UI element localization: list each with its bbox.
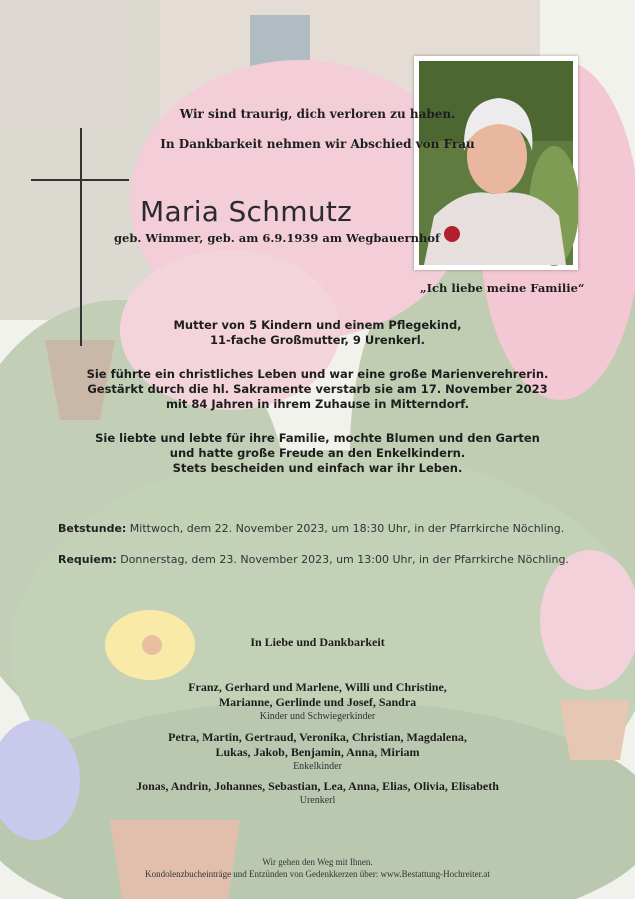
- betstunde-label: Betstunde:: [58, 522, 127, 535]
- deceased-name: Maria Schmutz: [140, 195, 353, 228]
- paragraph-line: Mutter von 5 Kindern und einem Pflegekind,: [173, 318, 462, 332]
- requiem-text: Donnerstag, dem 23. November 2023, um 13:00 Uhr, in der Pfarrkirche Nöchling.: [116, 553, 569, 566]
- paragraph-faith: [0, 367, 635, 412]
- names-line: Franz, Gerhard und Marlene, Willi und Christine,: [188, 680, 447, 694]
- birth-line: geb. Wimmer, geb. am 6.9.1939 am Wegbauernhof: [114, 231, 440, 245]
- cross-icon-horizontal: [31, 179, 129, 181]
- paragraph-line: Gestärkt durch die hl. Sakramente verstarb sie am 17. November 2023: [87, 382, 548, 396]
- footer-line-1: Wir gehen den Weg mit Ihnen.: [262, 857, 373, 867]
- cross-icon-vertical: [80, 128, 82, 346]
- grandchildren-names: [0, 730, 635, 760]
- paragraph-life: [0, 431, 635, 476]
- footer: [0, 856, 635, 880]
- footer-line-2: Kondolenzbucheinträge und Entzünden von Gedenkkerzen über: www.Bestattung-Hochreiter.at: [145, 869, 490, 879]
- children-label: Kinder und Schwiegerkinder: [259, 711, 376, 722]
- paragraph-line: 11-fache Großmutter, 9 Urenkerl.: [209, 333, 426, 347]
- great-grandchildren-names: [0, 779, 635, 794]
- great-grandchildren-label: Urenkerl: [299, 795, 336, 806]
- names-line: Petra, Martin, Gertraud, Veronika, Christian, Magdalena,: [168, 730, 467, 744]
- paragraph-line: Stets bescheiden und einfach war ihr Leben.: [172, 461, 463, 475]
- children-names: [0, 680, 635, 710]
- requiem-label: Requiem:: [58, 553, 117, 566]
- intro-line-2: In Dankbarkeit nehmen wir Abschied von Frau: [160, 137, 475, 151]
- betstunde-line: [58, 522, 564, 535]
- grandchildren-label: Enkelkinder: [293, 761, 342, 772]
- paragraph-line: Sie führte ein christliches Leben und war eine große Marienverehrerin.: [86, 367, 549, 381]
- requiem-line: [58, 553, 569, 566]
- paragraph-line: mit 84 Jahren in ihrem Zuhause in Mitterndorf.: [165, 397, 470, 411]
- paragraph-line: und hatte große Freude an den Enkelkindern.: [169, 446, 466, 460]
- paragraph-family: [0, 318, 635, 348]
- family-heading: In Liebe und Dankbarkeit: [250, 635, 385, 649]
- quote: „Ich liebe meine Familie“: [420, 281, 585, 295]
- intro-line-1: Wir sind traurig, dich verloren zu haben.: [179, 107, 456, 121]
- names-line: Jonas, Andrin, Johannes, Sebastian, Lea, Anna, Elias, Olivia, Elisabeth: [136, 779, 499, 793]
- names-line: Marianne, Gerlinde und Josef, Sandra: [218, 695, 417, 709]
- betstunde-text: Mittwoch, dem 22. November 2023, um 18:30 Uhr, in der Pfarrkirche Nöchling.: [126, 522, 565, 535]
- paragraph-line: Sie liebte und lebte für ihre Familie, mochte Blumen und den Garten: [95, 431, 540, 445]
- names-line: Lukas, Jakob, Benjamin, Anna, Miriam: [215, 745, 420, 759]
